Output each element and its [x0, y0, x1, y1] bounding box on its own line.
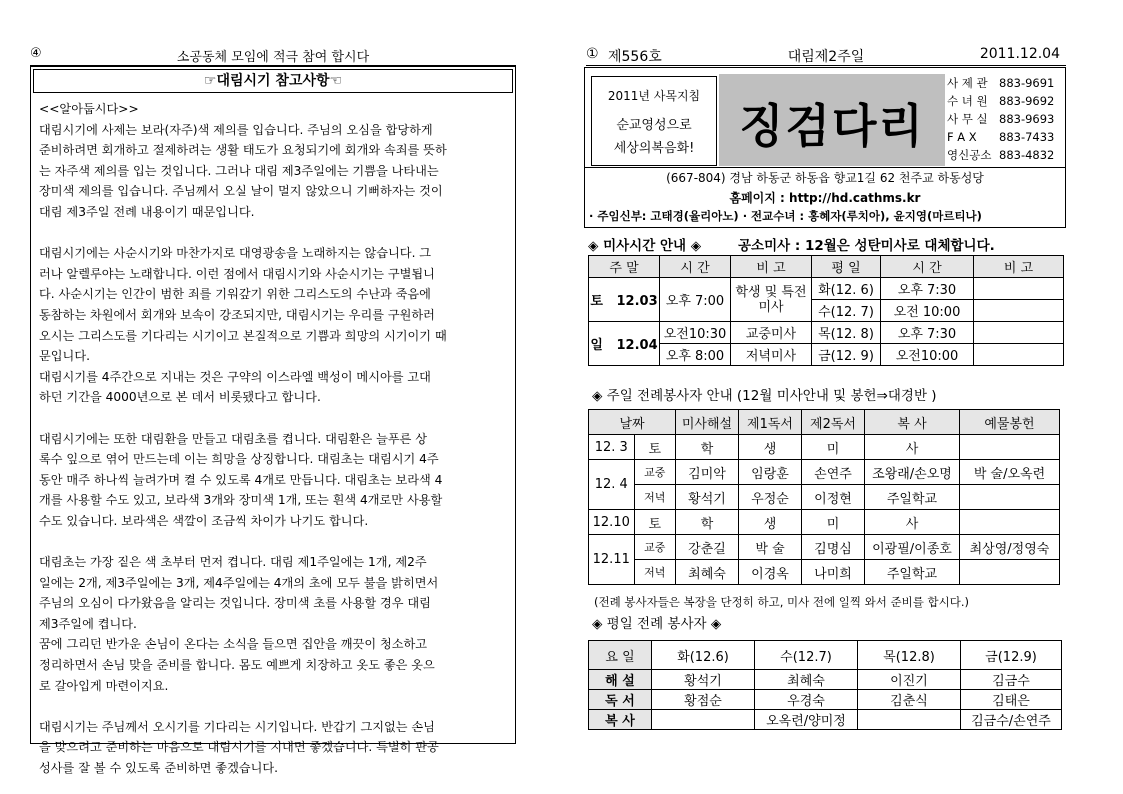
issue-date: 2011.12.04: [979, 46, 1060, 62]
empty-cell: [974, 322, 1064, 344]
page-number: ④: [30, 46, 42, 61]
article-line: 로 갈아입게 마련이지요.: [39, 678, 169, 693]
paragraph-gap: [39, 696, 509, 717]
date-cell: 12.11: [589, 535, 635, 585]
mass-note-cell: 학생 및 특전미사: [731, 278, 812, 322]
weekend-day: 토 12.03: [589, 278, 660, 322]
cell: 미: [802, 510, 865, 535]
contact-number: 883-4832: [999, 148, 1055, 162]
empty-cell: [960, 560, 1060, 585]
contact-label: 수 녀 원: [947, 94, 988, 108]
article-line: 꿈에 그리던 반가운 손님이 온다는 소식을 들으면 집안을 깨끗이 청소하고: [39, 637, 428, 652]
cell: 김태은: [961, 690, 1062, 710]
mass-time: 오후 7:30: [881, 322, 974, 344]
column-header: 시 간: [881, 256, 974, 278]
article-line: 준비하려면 회개하고 절제하려는 생활 태도가 요청되기에 회개와 속죄를 뜻하: [39, 143, 447, 158]
weekday: 수(12. 7): [812, 300, 881, 322]
empty-cell: [960, 485, 1060, 510]
cell: 주일학교: [865, 560, 960, 585]
article-line: 주님의 오심이 다가왔음을 알리는 것입니다. 장미색 초를 사용할 경우 대림: [39, 596, 431, 611]
newsletter-logo: 징검다리: [739, 99, 925, 153]
empty-cell: [974, 278, 1064, 300]
article-line: 대림시기에 사제는 보라(자주)색 제의를 입습니다. 주님의 오심을 합당하게: [39, 122, 433, 137]
column-header: 제1독서: [739, 410, 802, 435]
contact-label: 사 제 관: [947, 76, 988, 90]
cell: 이정현: [802, 485, 865, 510]
mass-type: 저녁: [634, 485, 675, 510]
cell: 사: [865, 435, 960, 460]
empty-cell: [974, 300, 1064, 322]
address: (667-804) 경남 하동군 하동읍 향교1길 62 천주교 하동성당: [666, 171, 984, 185]
motto-line: 순교영성으로: [616, 118, 692, 133]
page-number: ①: [586, 46, 599, 62]
mass-time: 오전 10:00: [881, 300, 974, 322]
mass-note-cell: 교중미사: [731, 322, 812, 344]
cell: 박 술: [739, 535, 802, 560]
contact-number: 883-9691: [999, 76, 1055, 90]
mass-type: 교중: [634, 535, 675, 560]
column-header: 시 간: [660, 256, 731, 278]
article-box: [30, 66, 516, 775]
issue-number: 제556호: [608, 49, 662, 65]
cell: 김춘식: [858, 690, 961, 710]
cell: 학: [676, 435, 739, 460]
article-line: 록수 잎으로 엮어 만드는데 이는 희망을 상징합니다. 대림초는 대림시기 4주: [39, 452, 439, 467]
cell: 황석기: [652, 670, 755, 690]
cell: 조왕래/손오명: [865, 460, 960, 485]
date-cell: 12. 4: [589, 460, 635, 510]
cell: 생: [739, 510, 802, 535]
table-row: [589, 322, 1064, 344]
article-line: 대림초는 가장 짙은 색 초부터 먼저 켭니다. 대림 제1주일에는 1개, 제2주: [39, 555, 427, 570]
article-line: 러나 알렐루야는 노래합니다. 이런 점에서 대림시기와 사순시기는 구별됩니: [39, 266, 435, 281]
cell: 최혜숙: [755, 670, 858, 690]
service-note: (전례 봉사자들은 복장을 단정히 하고, 미사 전에 일찍 와서 준비를 합시다.): [594, 595, 969, 609]
cell: 이진기: [858, 670, 961, 690]
table-row: [589, 485, 1060, 510]
column-header: 주 말: [589, 256, 660, 278]
contact-row: [947, 74, 1063, 92]
service-heading: ◈ 주일 전례봉사자 안내 (12월 미사안내 및 봉헌⇒대경반 ): [592, 388, 937, 404]
contact-label: 영신공소: [947, 148, 992, 162]
cell: 미: [802, 435, 865, 460]
article-line: 장미색 제의를 입습니다. 주님께서 오실 날이 멀지 않았으니 기뻐하자는 것이: [39, 184, 443, 199]
mass-time: 오전10:00: [881, 344, 974, 366]
article-line: 개를 사용할 수도 있고, 보라색 3개와 장미색 1개, 또는 흰색 4개로만 사용할: [39, 493, 443, 508]
article-line: 수도 있습니다. 보라색은 색깔이 조금씩 차이가 나기도 합니다.: [39, 513, 369, 528]
column-header: 제2독서: [802, 410, 865, 435]
cell: 오옥련/양미정: [755, 710, 858, 730]
weekday-heading: ◈ 평일 전례 봉사자 ◈: [592, 616, 722, 632]
date-cell: 12.10: [589, 510, 635, 535]
article-line: 대림시기를 4주간으로 지내는 것은 구약의 이스라엘 백성이 메시아를 고대: [39, 369, 431, 384]
article-title: ☞대림시기 참고사항☜: [33, 69, 513, 93]
article-line: 일에는 2개, 제3주일에는 3개, 제4주일에는 4개의 초에 모두 불을 밝히면서: [39, 575, 439, 590]
row-label: 독 서: [589, 690, 652, 710]
table-row: [589, 690, 1062, 710]
column-header: 요 일: [589, 641, 652, 670]
article-line: 대림시기에는 사순시기와 마찬가지로 대영광송을 노래하지는 않습니다. 그: [39, 246, 432, 261]
article-line: 성사를 잘 볼 수 있도록 준비하면 좋겠습니다.: [39, 761, 279, 775]
article-line: 정리하면서 손님 맞을 준비를 합니다. 몸도 예쁘게 치장하고 옷도 좋은 옷으: [39, 658, 435, 673]
table-row: [589, 435, 1060, 460]
masthead: [584, 67, 1066, 228]
table-header-row: [589, 410, 1060, 435]
table-row: [589, 460, 1060, 485]
article-line: 문입니다.: [39, 349, 90, 364]
cell: 박 술/오옥련: [960, 460, 1060, 485]
empty-cell: [974, 344, 1064, 366]
row-label: 해 설: [589, 670, 652, 690]
mass-time: 오전10:30: [660, 322, 731, 344]
column-header: 목(12.8): [858, 641, 961, 670]
column-header: 복 사: [865, 410, 960, 435]
pastoral-year: 2011년 사목지침: [607, 89, 701, 103]
mass-time: 오후 7:30: [881, 278, 974, 300]
cell: 최상영/정영숙: [960, 535, 1060, 560]
sunday-servers-table: [588, 409, 1060, 585]
cell: 김명심: [802, 535, 865, 560]
weekday: 목(12. 8): [812, 322, 881, 344]
table-row: [589, 510, 1060, 535]
logo-panel: [719, 74, 945, 166]
contact-row: [947, 110, 1063, 128]
slogan: 소공동체 모임에 적극 참여 합시다: [176, 50, 370, 65]
paragraph-gap: [39, 408, 509, 429]
cell: 이광필/이종호: [865, 535, 960, 560]
cell: 황석기: [676, 485, 739, 510]
weekday: 금(12. 9): [812, 344, 881, 366]
left-page-header: [30, 44, 516, 66]
pastoral-motto: [591, 76, 717, 166]
cell: 최혜숙: [676, 560, 739, 585]
cell: 강춘길: [676, 535, 739, 560]
mass-time: 오후 8:00: [660, 344, 731, 366]
article-line: <<알아둡시다>>: [39, 102, 139, 116]
article-line: 동안 매주 하나씩 늘려가며 켤 수 있도록 4개로 만듭니다. 대림초는 보라색 4: [39, 472, 443, 487]
mass-time: 오후 7:00: [660, 278, 731, 322]
cell: 우정순: [739, 485, 802, 510]
day-cell: 토: [634, 510, 675, 535]
article-line: 을 맞으려고 준비하는 마음으로 대림시기를 지내면 좋겠습니다. 특별히 판공: [39, 740, 439, 755]
date-cell: 12. 3: [589, 435, 635, 460]
column-header: 미사해설: [676, 410, 739, 435]
contact-number: 883-9693: [999, 112, 1055, 126]
table-row: [589, 344, 1064, 366]
motto-line: 세상의복음화!: [613, 141, 695, 156]
cell: 김금수/손연주: [961, 710, 1062, 730]
contact-number: 883-9692: [999, 94, 1055, 108]
paragraph-gap: [39, 223, 509, 244]
cell: 손연주: [802, 460, 865, 485]
table-row: [589, 560, 1060, 585]
contact-number: 883-7433: [999, 130, 1055, 144]
column-header: 예물봉헌: [960, 410, 1060, 435]
article-line: 동참하는 차원에서 회개와 보속이 강조되지만, 대림시기는 우리를 구원하러: [39, 307, 435, 322]
mass-heading: ◈ 미사시간 안내 ◈: [588, 238, 702, 254]
cell: 김금수: [961, 670, 1062, 690]
mass-schedule-table: [588, 255, 1064, 366]
article-line: 는 자주색 제의를 입는 것입니다. 그러나 대림 제3주일에는 기쁨을 나타내는: [39, 163, 439, 178]
clergy-info: · 주임신부: 고태경(율리아노) · 전교수녀 : 홍혜자(루치아), 윤지영(마르티나): [589, 209, 982, 223]
article-line: 대림시기는 주님께서 오시기를 기다리는 시기입니다. 반갑기 그지없는 손님: [39, 719, 435, 734]
column-header: 수(12.7): [755, 641, 858, 670]
column-header: 화(12.6): [652, 641, 755, 670]
article-line: 대림 제3주일 전례 내용이기 때문입니다.: [39, 204, 255, 219]
weekday-servers-table: [588, 640, 1062, 730]
cell: 생: [739, 435, 802, 460]
cell: 우경숙: [755, 690, 858, 710]
table-header-row: [589, 641, 1062, 670]
table-row: [589, 710, 1062, 730]
weekday: 화(12. 6): [812, 278, 881, 300]
right-page-header: [586, 44, 1066, 66]
article-line: 다. 사순시기는 인간이 범한 죄를 기워갚기 위한 그리스도의 수난과 죽음에: [39, 287, 431, 302]
paragraph-gap: [39, 531, 509, 552]
cell: 황점순: [652, 690, 755, 710]
mass-type: 교중: [634, 460, 675, 485]
cell: 김미악: [676, 460, 739, 485]
column-header: 날짜: [589, 410, 676, 435]
mass-type: 저녁: [634, 560, 675, 585]
article-body: [39, 99, 509, 779]
weekend-day: 일 12.04: [589, 322, 660, 366]
empty-cell: [960, 510, 1060, 535]
column-header: 비 고: [974, 256, 1064, 278]
table-row: [589, 278, 1064, 300]
contact-label: 사 무 실: [947, 112, 988, 126]
homepage-link[interactable]: 홈페이지 : http://hd.cathms.kr: [729, 191, 921, 205]
article-line: 대림시기에는 또한 대림환을 만들고 대림초를 켭니다. 대림환은 늘푸른 상: [39, 431, 428, 446]
empty-cell: [960, 435, 1060, 460]
column-header: 평 일: [812, 256, 881, 278]
contact-row: [947, 146, 1063, 164]
cell: 임랑훈: [739, 460, 802, 485]
contact-list: [947, 74, 1063, 166]
table-header-row: [589, 256, 1064, 278]
article-line: 오시는 그리스도를 기다리는 시기이고 본질적으로 기쁨과 희망의 시기이기 때: [39, 328, 447, 343]
article-line: 하던 기간을 4000년으로 본 데서 비롯됐다고 합니다.: [39, 390, 321, 405]
table-row: [589, 535, 1060, 560]
contact-label: F A X: [947, 130, 977, 144]
row-label: 복 사: [589, 710, 652, 730]
cell: 주일학교: [865, 485, 960, 510]
cell: 사: [865, 510, 960, 535]
cell: 이경옥: [739, 560, 802, 585]
contact-row: [947, 128, 1063, 146]
cell: 학: [676, 510, 739, 535]
mass-note: 공소미사 : 12월은 성탄미사로 대체합니다.: [738, 238, 995, 254]
mass-note-cell: 저녁미사: [731, 344, 812, 366]
table-row: [589, 670, 1062, 690]
column-header: 금(12.9): [961, 641, 1062, 670]
column-header: 비 고: [731, 256, 812, 278]
day-cell: 토: [634, 435, 675, 460]
liturgical-sunday: 대림제2주일: [787, 49, 865, 65]
article-line: 제3주일에 켭니다.: [39, 616, 137, 631]
cell: 나미희: [802, 560, 865, 585]
cell: [858, 710, 961, 730]
contact-row: [947, 92, 1063, 110]
cell: [652, 710, 755, 730]
